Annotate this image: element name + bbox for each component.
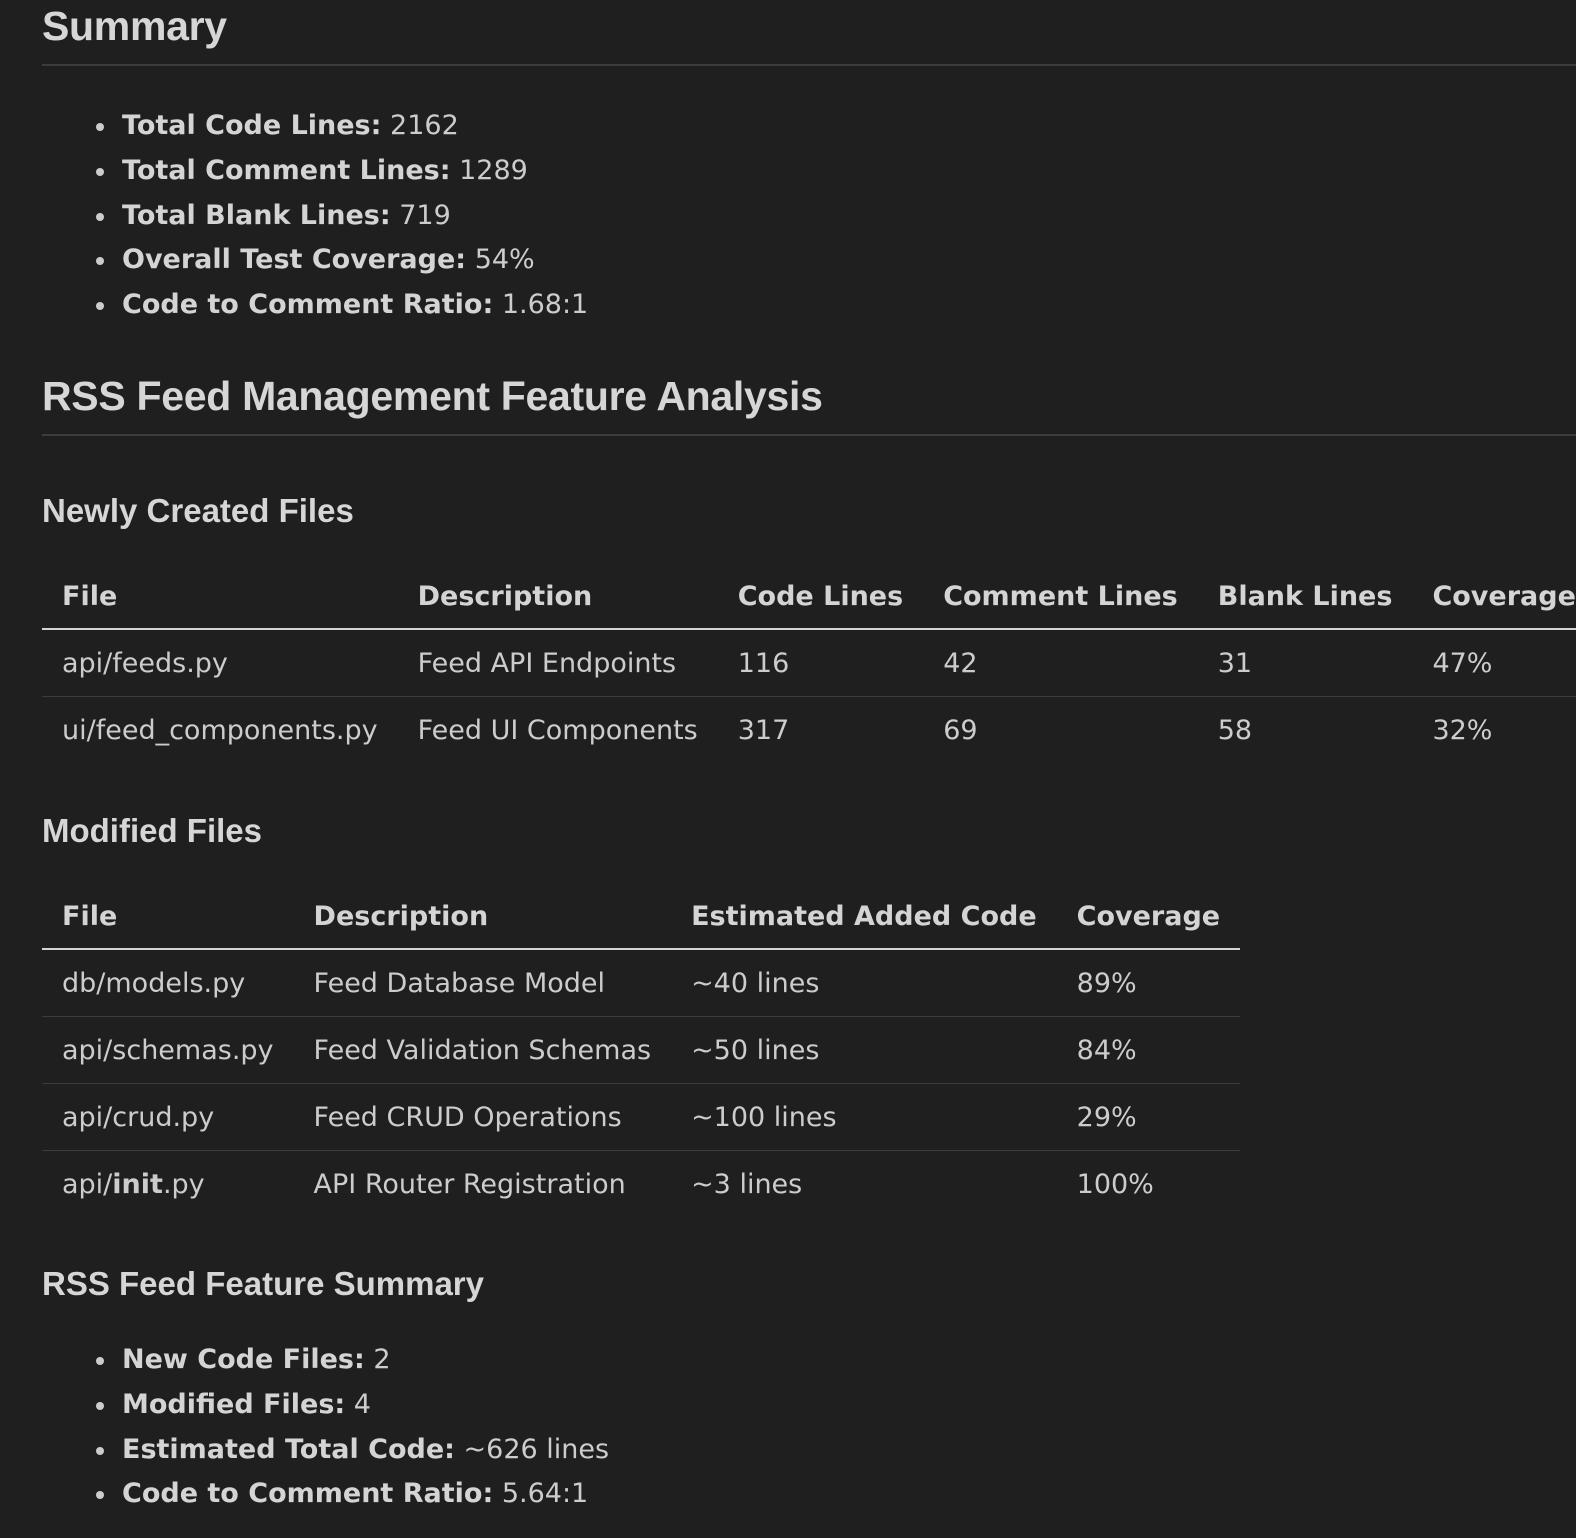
column-header: Blank Lines	[1198, 564, 1413, 629]
feature-summary-list	[42, 1338, 609, 1517]
feature-summary-heading: RSS Feed Feature Summary	[42, 1265, 484, 1302]
table-row	[42, 1017, 1240, 1084]
file-cell: api/init.py	[62, 1168, 205, 1200]
coverage-cell: 100%	[1076, 1168, 1154, 1200]
coverage-cell: 47%	[1412, 629, 1576, 697]
coverage-cell: 29%	[1057, 1084, 1240, 1151]
column-header: Comment Lines	[923, 564, 1198, 629]
list-item: Total Code Lines: 2162	[96, 104, 588, 149]
table-header-row	[42, 884, 1240, 949]
list-item: Modified Files: 4	[96, 1383, 609, 1428]
coverage-cell: 84%	[1057, 1017, 1240, 1084]
feature-analysis-heading: RSS Feed Management Feature Analysis	[42, 373, 1576, 436]
column-header: Description	[294, 884, 672, 949]
coverage-cell: 32%	[1432, 714, 1493, 746]
file-cell: ui/feed_components.py	[62, 714, 378, 746]
column-header: Coverage	[1412, 564, 1576, 629]
table-row	[42, 1151, 1240, 1218]
modified-files-table	[42, 884, 1240, 1217]
file-cell: api/schemas.py	[42, 1017, 294, 1084]
blank-lines-cell: 31	[1198, 629, 1413, 697]
description-cell: Feed Validation Schemas	[294, 1017, 672, 1084]
table-row	[42, 949, 1240, 1017]
code-lines-cell: 317	[737, 714, 790, 746]
code-lines-cell: 116	[718, 629, 923, 697]
column-header: Estimated Added Code	[671, 884, 1057, 949]
list-item: Overall Test Coverage: 54%	[96, 238, 588, 283]
list-item: Total Comment Lines: 1289	[96, 149, 588, 194]
column-header: Description	[398, 564, 718, 629]
added-code-cell: ~40 lines	[671, 949, 1057, 1017]
added-code-cell: ~100 lines	[671, 1084, 1057, 1151]
list-item: Code to Comment Ratio: 1.68:1	[96, 283, 588, 328]
blank-lines-cell: 58	[1217, 714, 1253, 746]
file-cell: api/crud.py	[42, 1084, 294, 1151]
table-row	[42, 629, 1576, 697]
file-cell: db/models.py	[42, 949, 294, 1017]
summary-list	[42, 104, 588, 328]
column-header: Code Lines	[718, 564, 923, 629]
column-header: File	[42, 884, 294, 949]
file-cell: api/feeds.py	[42, 629, 398, 697]
coverage-cell: 89%	[1057, 949, 1240, 1017]
description-cell: Feed Database Model	[294, 949, 672, 1017]
comment-lines-cell: 69	[943, 714, 978, 746]
added-code-cell: ~50 lines	[671, 1017, 1057, 1084]
description-cell: Feed UI Components	[417, 714, 698, 746]
table-row	[42, 697, 1576, 764]
list-item: Code to Comment Ratio: 5.64:1	[96, 1472, 609, 1517]
table-row	[42, 1084, 1240, 1151]
description-cell: Feed API Endpoints	[398, 629, 718, 697]
list-item: Total Blank Lines: 719	[96, 194, 588, 239]
list-item: New Code Files: 2	[96, 1338, 609, 1383]
description-cell: API Router Registration	[313, 1168, 626, 1200]
new-files-table	[42, 564, 1576, 763]
new-files-heading: Newly Created Files	[42, 492, 354, 529]
column-header: File	[42, 564, 398, 629]
column-header: Coverage	[1057, 884, 1240, 949]
summary-heading: Summary	[42, 3, 1576, 66]
table-header-row	[42, 564, 1576, 629]
list-item: Estimated Total Code: ~626 lines	[96, 1428, 609, 1473]
description-cell: Feed CRUD Operations	[294, 1084, 672, 1151]
added-code-cell: ~3 lines	[691, 1168, 803, 1200]
comment-lines-cell: 42	[923, 629, 1198, 697]
modified-files-heading: Modified Files	[42, 812, 263, 849]
